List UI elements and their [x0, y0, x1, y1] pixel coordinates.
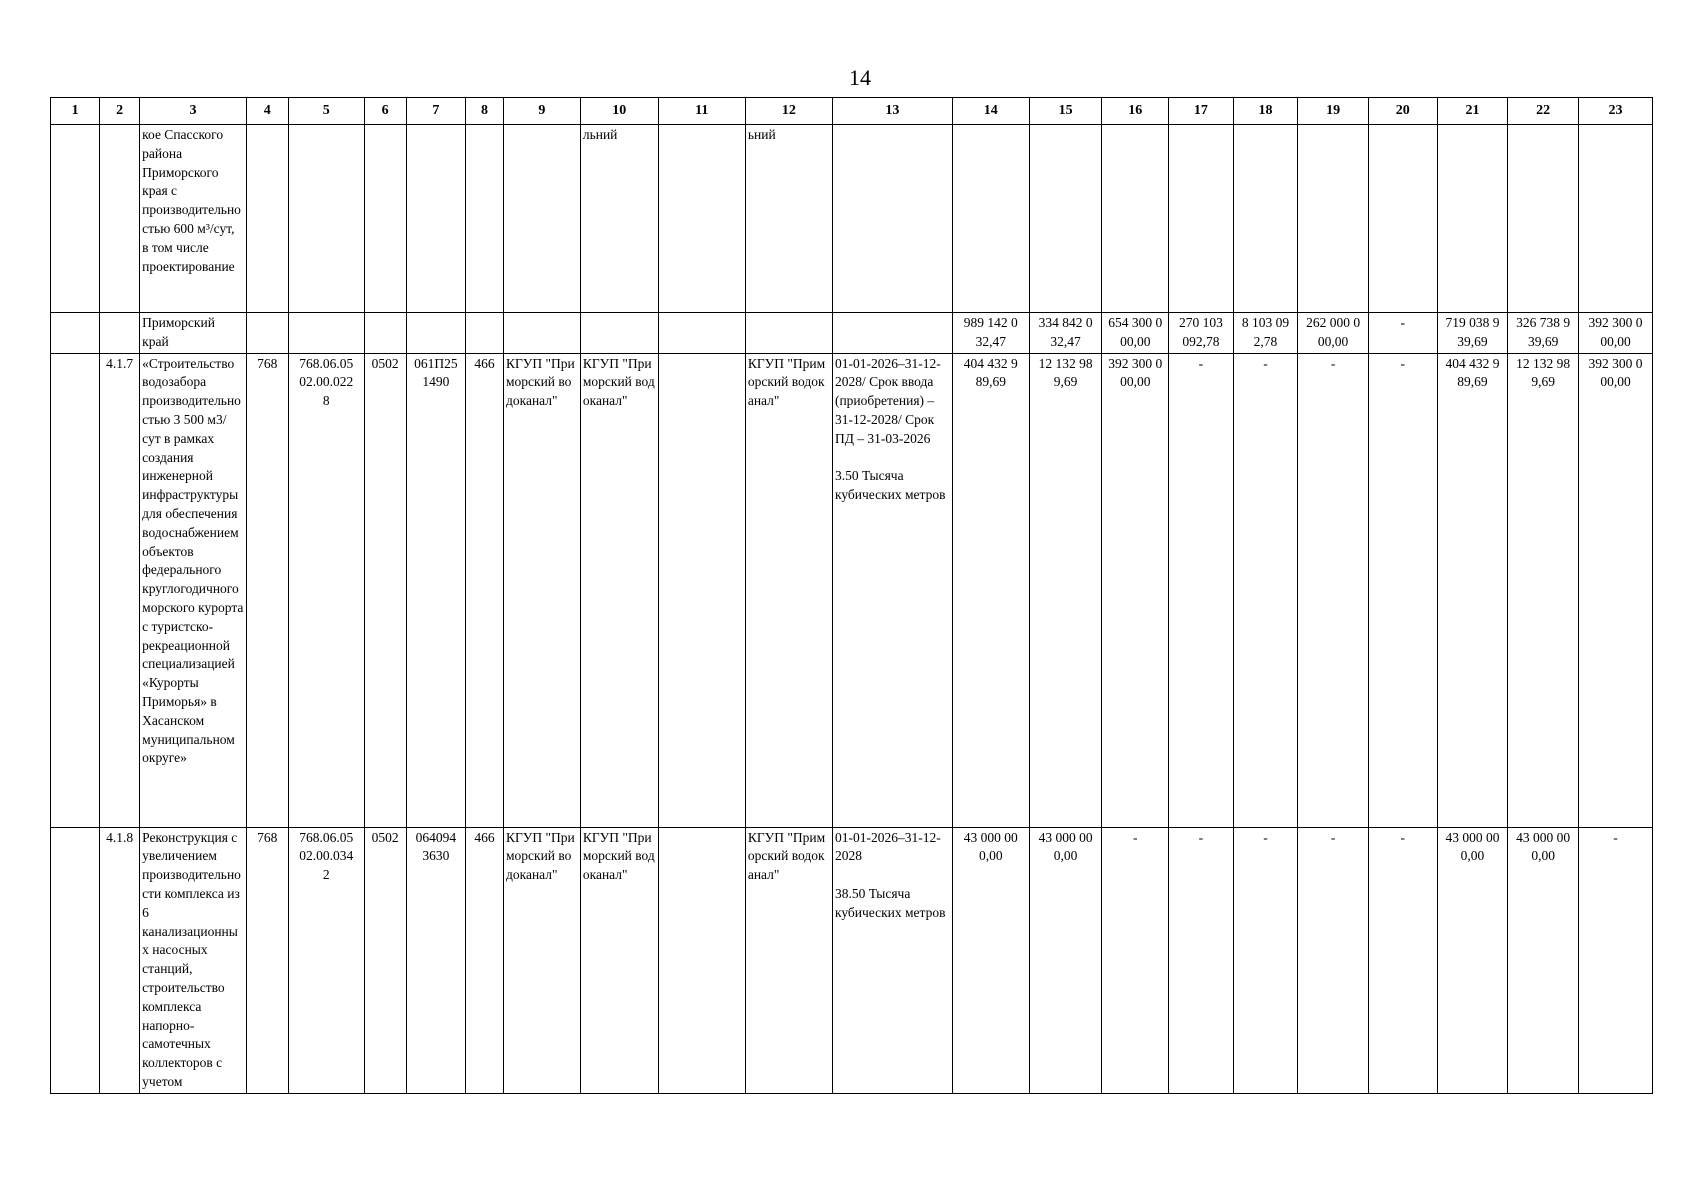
cell-amount: 989 142 0 32,47 — [952, 313, 1029, 354]
cell-amount: - — [1169, 827, 1234, 1093]
cell-terms: 01-01-2026–31-12-2028 38.50 Тысяча кубических метров — [832, 827, 952, 1093]
cell-terms: 01-01-2026–31-12-2028/ Срок ввода (приобретения) – 31-12-2028/ Срок ПД – 31-03-2026 3.50 Тысяча кубических метров — [832, 353, 952, 827]
cell-amount: 43 000 00 0,00 — [952, 827, 1029, 1093]
cell-amount: 270 103 092,78 — [1169, 313, 1234, 354]
cell-amount: 43 000 00 0,00 — [1508, 827, 1579, 1093]
col-header: 10 — [580, 98, 658, 125]
cell-amount: 392 300 0 00,00 — [1102, 353, 1169, 827]
cell-code: 768.06.05 02.00.022 8 — [288, 353, 364, 827]
cell-customer: льний — [580, 125, 658, 313]
cell-amount: 719 038 9 39,69 — [1437, 313, 1508, 354]
col-header: 15 — [1029, 98, 1102, 125]
cell-amount: 392 300 0 00,00 — [1579, 313, 1653, 354]
col-header: 2 — [100, 98, 140, 125]
cell-amount: 334 842 0 32,47 — [1029, 313, 1102, 354]
table-row-continuation — [51, 125, 1653, 313]
cell-amount: 43 000 00 0,00 — [1437, 827, 1508, 1093]
cell-amount: - — [1298, 827, 1369, 1093]
cell-object-name: «Строительство водозабора производительностью 3 500 м3/сут в рамках создания инженерной инфраструктуры для обеспечения водоснабжением объектов федерального круглогодичного морского курорта с туристско-рекреационной специализацией «Курорты Приморья» в Хасанском муниципальном округе» — [140, 353, 247, 827]
cell-item-number: 4.1.7 — [100, 353, 140, 827]
cell-code: 064094 3630 — [406, 827, 465, 1093]
cell-empty — [658, 827, 745, 1093]
cell-amount: 404 432 9 89,69 — [1437, 353, 1508, 827]
cell-amount: - — [1169, 353, 1234, 827]
col-header: 12 — [745, 98, 832, 125]
col-header: 17 — [1169, 98, 1234, 125]
cell-amount: 404 432 9 89,69 — [952, 353, 1029, 827]
col-header: 1 — [51, 98, 100, 125]
col-header: 13 — [832, 98, 952, 125]
cell-code: 466 — [466, 353, 504, 827]
cell-amount: - — [1579, 827, 1653, 1093]
cell-amount: 12 132 98 9,69 — [1508, 353, 1579, 827]
col-header: 18 — [1233, 98, 1298, 125]
col-header: 9 — [503, 98, 580, 125]
col-header: 19 — [1298, 98, 1369, 125]
investment-table — [50, 97, 1653, 1094]
cell-amount: 262 000 0 00,00 — [1298, 313, 1369, 354]
cell-code: 768 — [246, 827, 288, 1093]
col-header: 16 — [1102, 98, 1169, 125]
page-number: 14 — [849, 65, 871, 90]
cell-code: 466 — [466, 827, 504, 1093]
col-header: 5 — [288, 98, 364, 125]
cell-amount: - — [1233, 353, 1298, 827]
cell-amount: 392 300 0 00,00 — [1579, 353, 1653, 827]
cell-amount: - — [1233, 827, 1298, 1093]
col-header: 14 — [952, 98, 1029, 125]
col-header: 4 — [246, 98, 288, 125]
cell-code: 061П25 1490 — [406, 353, 465, 827]
cell-object-name: кое Спасского района Приморского края с производительностью 600 м³/сут, в том числе проектирование — [140, 125, 247, 313]
cell-amount: 654 300 0 00,00 — [1102, 313, 1169, 354]
cell-customer: КГУП "Приморский водоканал" — [580, 353, 658, 827]
col-header: 6 — [364, 98, 406, 125]
table-row-4-1-7 — [51, 353, 1653, 827]
cell-code: 0502 — [364, 827, 406, 1093]
col-header: 8 — [466, 98, 504, 125]
cell-developer: КГУП "Приморский водоканал" — [745, 353, 832, 827]
col-header: 20 — [1368, 98, 1437, 125]
cell-empty — [658, 353, 745, 827]
cell-amount: - — [1368, 313, 1437, 354]
cell-amount: 326 738 9 39,69 — [1508, 313, 1579, 354]
col-header: 3 — [140, 98, 247, 125]
cell-code: 0502 — [364, 353, 406, 827]
col-header: 7 — [406, 98, 465, 125]
cell-code: 768.06.05 02.00.034 2 — [288, 827, 364, 1093]
cell-organization: КГУП "Приморский водоканал" — [503, 353, 580, 827]
col-header: 21 — [1437, 98, 1508, 125]
cell-customer: КГУП "Приморский водоканал" — [580, 827, 658, 1093]
cell-amount: - — [1368, 353, 1437, 827]
header-row — [51, 98, 1653, 125]
cell-amount: 12 132 98 9,69 — [1029, 353, 1102, 827]
cell-item-number: 4.1.8 — [100, 827, 140, 1093]
col-header: 11 — [658, 98, 745, 125]
cell-organization: КГУП "Приморский водоканал" — [503, 827, 580, 1093]
col-header: 22 — [1508, 98, 1579, 125]
cell-amount: 43 000 00 0,00 — [1029, 827, 1102, 1093]
cell-amount: 8 103 09 2,78 — [1233, 313, 1298, 354]
table-row-4-1-8 — [51, 827, 1653, 1093]
cell-object-name: Реконструкция с увеличением производительности комплекса из 6 канализационных насосных станций, строительство комплекса напорно-самотечных коллекторов с учетом — [140, 827, 247, 1093]
col-header: 23 — [1579, 98, 1653, 125]
cell-amount: - — [1298, 353, 1369, 827]
cell-code: 768 — [246, 353, 288, 827]
table-row-region — [51, 313, 1653, 354]
cell-developer: ьний — [745, 125, 832, 313]
cell-region: Приморский край — [140, 313, 247, 354]
cell-developer: КГУП "Приморский водоканал" — [745, 827, 832, 1093]
cell-amount: - — [1368, 827, 1437, 1093]
cell-amount: - — [1102, 827, 1169, 1093]
